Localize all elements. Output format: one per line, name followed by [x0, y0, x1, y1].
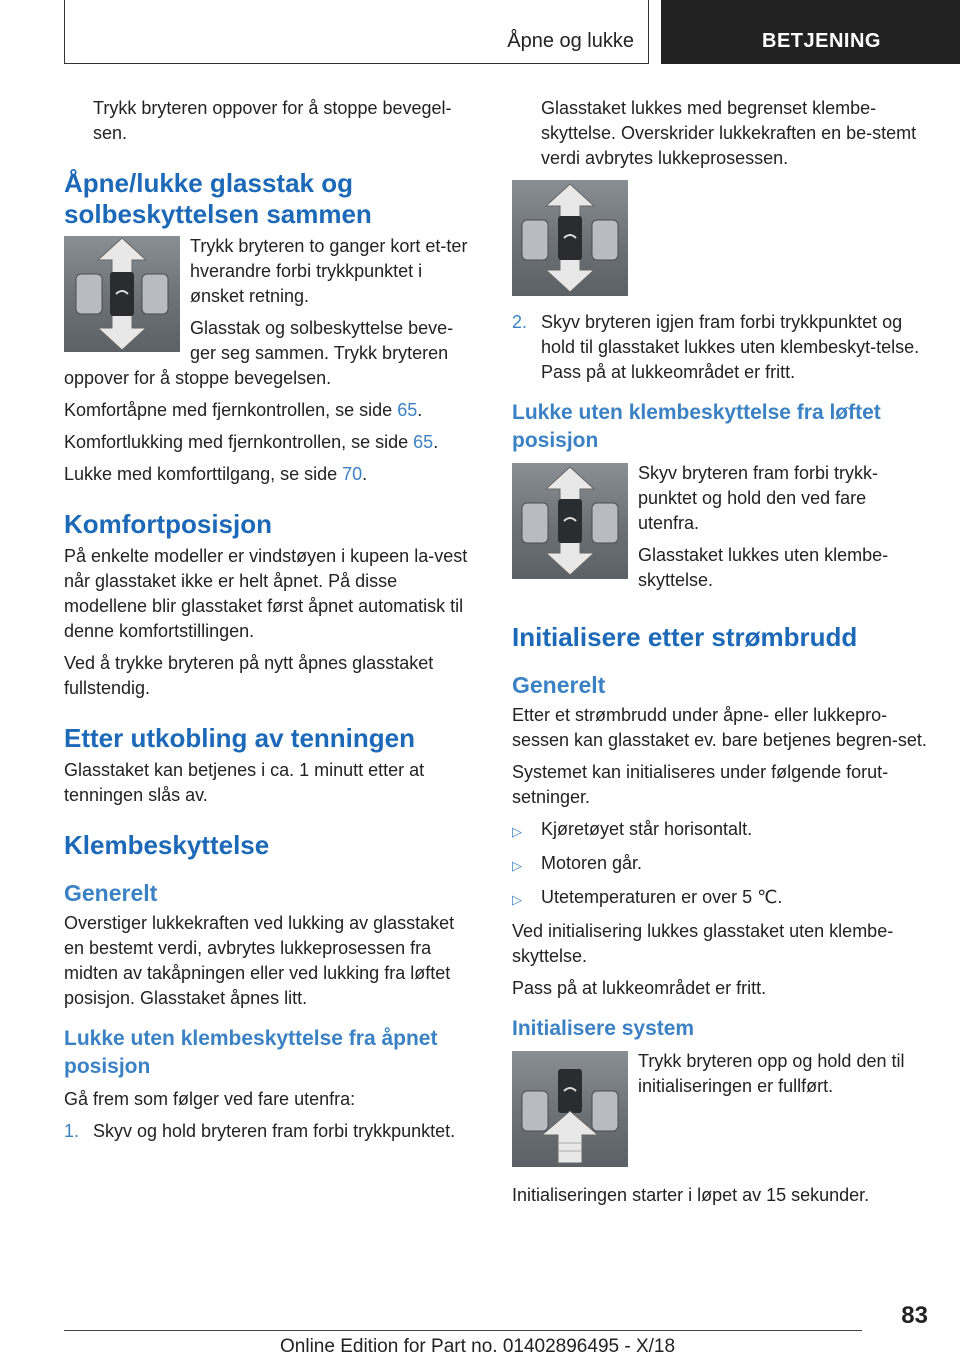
bullet-triangle-icon: ▷: [512, 892, 522, 907]
heading-pinch-protection: Klembeskyttelse: [64, 830, 270, 860]
roof-switch-up-arrow-icon: [512, 1051, 628, 1167]
paragraph: Glasstaket kan betjenes i ca. 1 minutt etter at tenningen slås av.: [64, 760, 425, 805]
paragraph: Trykk bryteren oppover for å stoppe bevegel-sen.: [93, 98, 452, 143]
heading-open-close-together: Åpne/lukke glasstak og solbeskyttelsen sammen: [64, 168, 372, 229]
left-column: [64, 96, 479, 1154]
paragraph: På enkelte modeller er vindstøyen i kupeen la-vest når glasstaket ikke er helt åpnet. På disse modellene blir glasstaket først åpnet automatisk til denne komfortstillingen.: [64, 546, 468, 641]
heading-close-from-open: Lukke uten klembeskyttelse fra åpnet posisjon: [64, 1027, 438, 1078]
paragraph-comfort-access: Lukke med komforttilgang, se side 70.: [64, 464, 368, 484]
page-link[interactable]: 65: [413, 432, 434, 452]
bullet-text: Kjøretøyet står horisontalt.: [541, 819, 753, 839]
roof-switch-figure: [64, 236, 180, 352]
heading-general: Generelt: [64, 880, 158, 906]
step-text: Skyv bryteren igjen fram forbi trykkpunktet og hold til glasstaket lukkes uten klembeskyt-telse. Pass på at lukkeområdet er fritt.: [541, 312, 920, 382]
paragraph: Ved initialisering lukkes glasstaket uten klembe-skyttelse.: [512, 921, 894, 966]
heading-close-from-raised: Lukke uten klembeskyttelse fra løftet posisjon: [512, 401, 881, 452]
bullet-item: [512, 885, 930, 912]
bullet-triangle-icon: ▷: [512, 824, 522, 839]
paragraph-comfort-close: Komfortlukking med fjernkontrollen, se side 65.: [64, 432, 439, 452]
header-chapter-title: BETJENING: [762, 30, 881, 52]
step-text: Skyv og hold bryteren fram forbi trykkpunktet.: [93, 1121, 456, 1141]
page-link[interactable]: 70: [342, 464, 363, 484]
bullet-text: Motoren går.: [541, 853, 643, 873]
numbered-step: [512, 310, 930, 385]
roof-switch-figure: [512, 180, 628, 296]
numbered-step: [64, 1119, 479, 1144]
footer-edition: Online Edition for Part no. 01402896495 - X/18: [280, 1336, 676, 1357]
footer-divider: [64, 1330, 862, 1331]
paragraph: Glasstak og solbeskyttelse beve-ger seg sammen. Trykk bryteren oppover for å stoppe bevegelsen.: [64, 318, 454, 388]
bullet-item: [512, 851, 930, 878]
roof-switch-figure: [512, 463, 628, 579]
paragraph: Initialiseringen starter i løpet av 15 sekunder.: [512, 1185, 870, 1205]
paragraph: Pass på at lukkeområdet er fritt.: [512, 978, 767, 998]
roof-switch-both-arrows-icon: [512, 463, 628, 579]
paragraph: Overstiger lukkekraften ved lukking av glasstaket en bestemt verdi, avbrytes lukkeprosessen fra midten av takåpningen eller ved lukking fra løftet posisjon. Glasstaket åpnes litt.: [64, 913, 455, 1008]
paragraph: Etter et strømbrudd under åpne- eller lukkepro-sessen kan glasstaket ev. bare betjenes begren-set.: [512, 705, 927, 750]
header-section-box: [64, 0, 649, 64]
paragraph: Glasstaket lukkes med begrenset klembe-skyttelse. Overskrider lukkekraften en be-stemt verdi avbrytes lukkeprosessen.: [541, 98, 917, 168]
paragraph: Skyv bryteren fram forbi trykk-punktet og hold den ved fare utenfra.: [638, 463, 879, 533]
bullet-text: Utetemperaturen er over 5 ℃.: [541, 887, 783, 907]
paragraph: Ved å trykke bryteren på nytt åpnes glasstaket fullstendig.: [64, 653, 434, 698]
roof-switch-both-arrows-icon: [64, 236, 180, 352]
heading-init-after-power-loss: Initialisere etter strømbrudd: [512, 622, 858, 652]
paragraph-comfort-open: Komfortåpne med fjernkontrollen, se side 65.: [64, 400, 423, 420]
header-chapter-box: [661, 0, 960, 64]
step-number: 2.: [512, 312, 528, 332]
roof-switch-figure: [512, 1051, 628, 1167]
right-column: [512, 96, 930, 1215]
bullet-item: [512, 817, 930, 844]
bullet-triangle-icon: ▷: [512, 858, 522, 873]
header-section-title: Åpne og lukke: [507, 30, 634, 52]
heading-comfort-position: Komfortposisjon: [64, 509, 272, 539]
heading-after-ignition-off: Etter utkobling av tenningen: [64, 723, 416, 753]
step-number: 1.: [64, 1121, 80, 1141]
roof-switch-both-arrows-icon: [512, 180, 628, 296]
paragraph: Glasstaket lukkes uten klembe-skyttelse.: [638, 545, 889, 590]
page-link[interactable]: 65: [397, 400, 418, 420]
heading-general: Generelt: [512, 672, 606, 698]
paragraph: Systemet kan initialiseres under følgende forut-setninger.: [512, 762, 889, 807]
paragraph: Trykk bryteren opp og hold den til initialiseringen er fullført.: [638, 1051, 905, 1096]
heading-init-system: Initialisere system: [512, 1017, 695, 1040]
page-number: 83: [901, 1302, 928, 1329]
paragraph: Trykk bryteren to ganger kort et-ter hverandre forbi trykkpunktet i ønsket retning.: [190, 236, 468, 306]
paragraph: Gå frem som følger ved fare utenfra:: [64, 1089, 356, 1109]
